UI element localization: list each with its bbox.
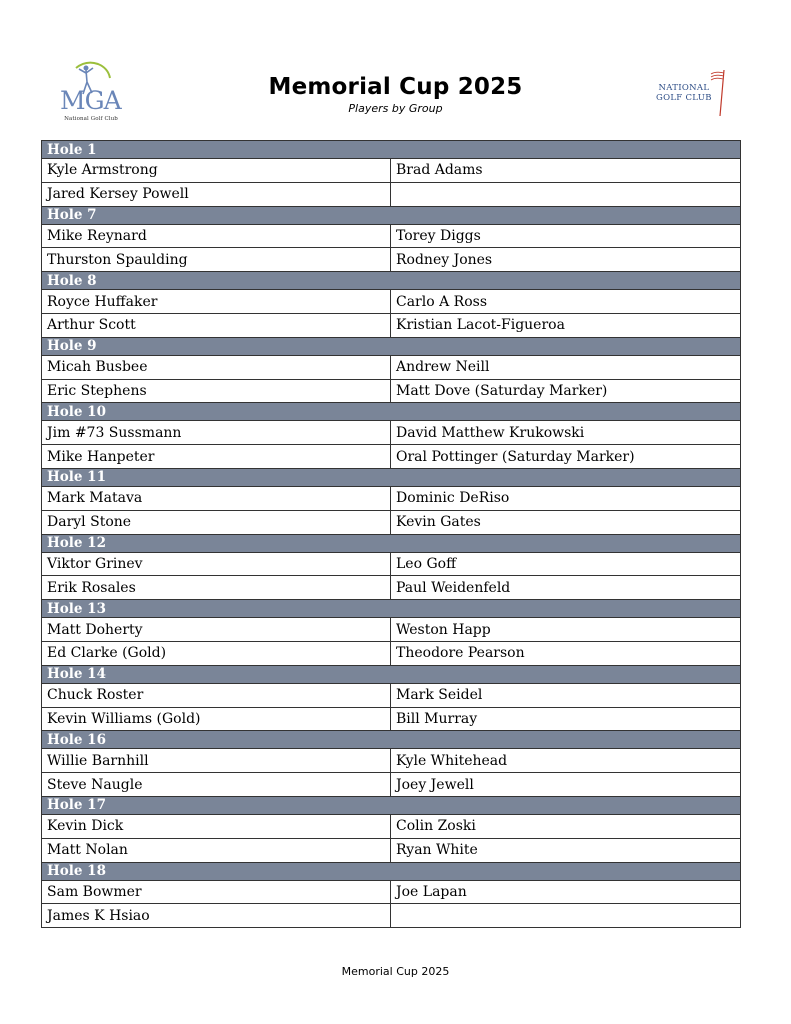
roster-body [42, 141, 741, 928]
group-header-row [42, 468, 741, 486]
group-header-row [42, 272, 741, 290]
player-name-right: Kristian Lacot-Figueroa [391, 313, 741, 337]
player-row [42, 618, 741, 642]
player-name-left: Thurston Spaulding [42, 248, 391, 272]
player-row [42, 182, 741, 206]
player-row [42, 421, 741, 445]
player-row [42, 814, 741, 838]
player-row [42, 576, 741, 600]
group-header-row [42, 796, 741, 814]
player-name-left: Mark Matava [42, 486, 391, 510]
player-name-left: Daryl Stone [42, 510, 391, 534]
ngc-line1: NATIONAL [658, 83, 710, 93]
group-header-row [42, 337, 741, 355]
national-golf-club-text [656, 83, 712, 103]
ngc-line2: GOLF CLUB [656, 93, 712, 103]
player-name-right: Paul Weidenfeld [391, 576, 741, 600]
group-header-row [42, 206, 741, 224]
player-name-right: Oral Pottinger (Saturday Marker) [391, 445, 741, 469]
group-header-row [42, 600, 741, 618]
player-name-left: Sam Bowmer [42, 880, 391, 904]
player-name-left: Matt Doherty [42, 618, 391, 642]
player-name-right: Ryan White [391, 838, 741, 862]
player-name-left: Jared Kersey Powell [42, 182, 391, 206]
page-footer: Memorial Cup 2025 [341, 965, 450, 978]
player-name-right: Matt Dove (Saturday Marker) [391, 379, 741, 403]
player-name-right: Andrew Neill [391, 355, 741, 379]
player-name-right: Joey Jewell [391, 773, 741, 797]
player-row [42, 773, 741, 797]
player-name-left: Kevin Dick [42, 814, 391, 838]
group-header-row [42, 141, 741, 159]
player-row [42, 224, 741, 248]
player-row [42, 880, 741, 904]
player-name-right: Mark Seidel [391, 683, 741, 707]
player-row [42, 290, 741, 314]
player-row [42, 904, 741, 928]
player-name-right: Bill Murray [391, 707, 741, 731]
page-subtitle: Players by Group [348, 102, 443, 115]
player-row [42, 159, 741, 183]
hole-label: Hole 7 [42, 206, 741, 224]
player-name-left: Chuck Roster [42, 683, 391, 707]
player-row [42, 486, 741, 510]
player-row [42, 248, 741, 272]
player-name-left: Viktor Grinev [42, 552, 391, 576]
player-row [42, 379, 741, 403]
hole-label: Hole 17 [42, 796, 741, 814]
mga-logo-subtext: National Golf Club [64, 116, 118, 122]
national-golf-club-logo [656, 68, 732, 118]
player-name-left: Matt Nolan [42, 838, 391, 862]
player-name-right [391, 182, 741, 206]
hole-label: Hole 8 [42, 272, 741, 290]
hole-label: Hole 11 [42, 468, 741, 486]
group-header-row [42, 665, 741, 683]
player-name-right: Brad Adams [391, 159, 741, 183]
group-header-row [42, 862, 741, 880]
player-row [42, 749, 741, 773]
page-header [0, 0, 791, 130]
player-name-right: Carlo A Ross [391, 290, 741, 314]
player-row [42, 707, 741, 731]
player-name-right: Theodore Pearson [391, 641, 741, 665]
player-name-right: Joe Lapan [391, 880, 741, 904]
player-name-left: Arthur Scott [42, 313, 391, 337]
player-name-left: Royce Huffaker [42, 290, 391, 314]
player-name-left: Mike Reynard [42, 224, 391, 248]
hole-label: Hole 18 [42, 862, 741, 880]
player-name-left: Jim #73 Sussmann [42, 421, 391, 445]
player-name-left: Micah Busbee [42, 355, 391, 379]
player-name-right: Dominic DeRiso [391, 486, 741, 510]
player-row [42, 510, 741, 534]
page-title: Memorial Cup 2025 [268, 74, 523, 100]
player-row [42, 641, 741, 665]
player-name-right: Rodney Jones [391, 248, 741, 272]
player-name-right: Weston Happ [391, 618, 741, 642]
player-name-left: Erik Rosales [42, 576, 391, 600]
player-name-left: Mike Hanpeter [42, 445, 391, 469]
hole-label: Hole 1 [42, 141, 741, 159]
group-header-row [42, 534, 741, 552]
player-name-left: James K Hsiao [42, 904, 391, 928]
player-name-right: Kyle Whitehead [391, 749, 741, 773]
player-row [42, 838, 741, 862]
player-name-right: Torey Diggs [391, 224, 741, 248]
players-by-group-table [41, 140, 741, 928]
player-name-left: Kevin Williams (Gold) [42, 707, 391, 731]
hole-label: Hole 14 [42, 665, 741, 683]
mga-logo-text: MGA [60, 86, 121, 115]
player-row [42, 313, 741, 337]
player-name-right: Kevin Gates [391, 510, 741, 534]
player-name-left: Eric Stephens [42, 379, 391, 403]
hole-label: Hole 12 [42, 534, 741, 552]
player-row [42, 355, 741, 379]
hole-label: Hole 16 [42, 731, 741, 749]
player-row [42, 683, 741, 707]
player-name-left: Willie Barnhill [42, 749, 391, 773]
group-header-row [42, 731, 741, 749]
player-name-right [391, 904, 741, 928]
player-name-left: Kyle Armstrong [42, 159, 391, 183]
player-name-right: Leo Goff [391, 552, 741, 576]
player-row [42, 552, 741, 576]
player-name-left: Steve Naugle [42, 773, 391, 797]
player-row [42, 445, 741, 469]
hole-label: Hole 9 [42, 337, 741, 355]
group-header-row [42, 403, 741, 421]
player-name-left: Ed Clarke (Gold) [42, 641, 391, 665]
hole-label: Hole 10 [42, 403, 741, 421]
hole-label: Hole 13 [42, 600, 741, 618]
player-name-right: Colin Zoski [391, 814, 741, 838]
player-name-right: David Matthew Krukowski [391, 421, 741, 445]
